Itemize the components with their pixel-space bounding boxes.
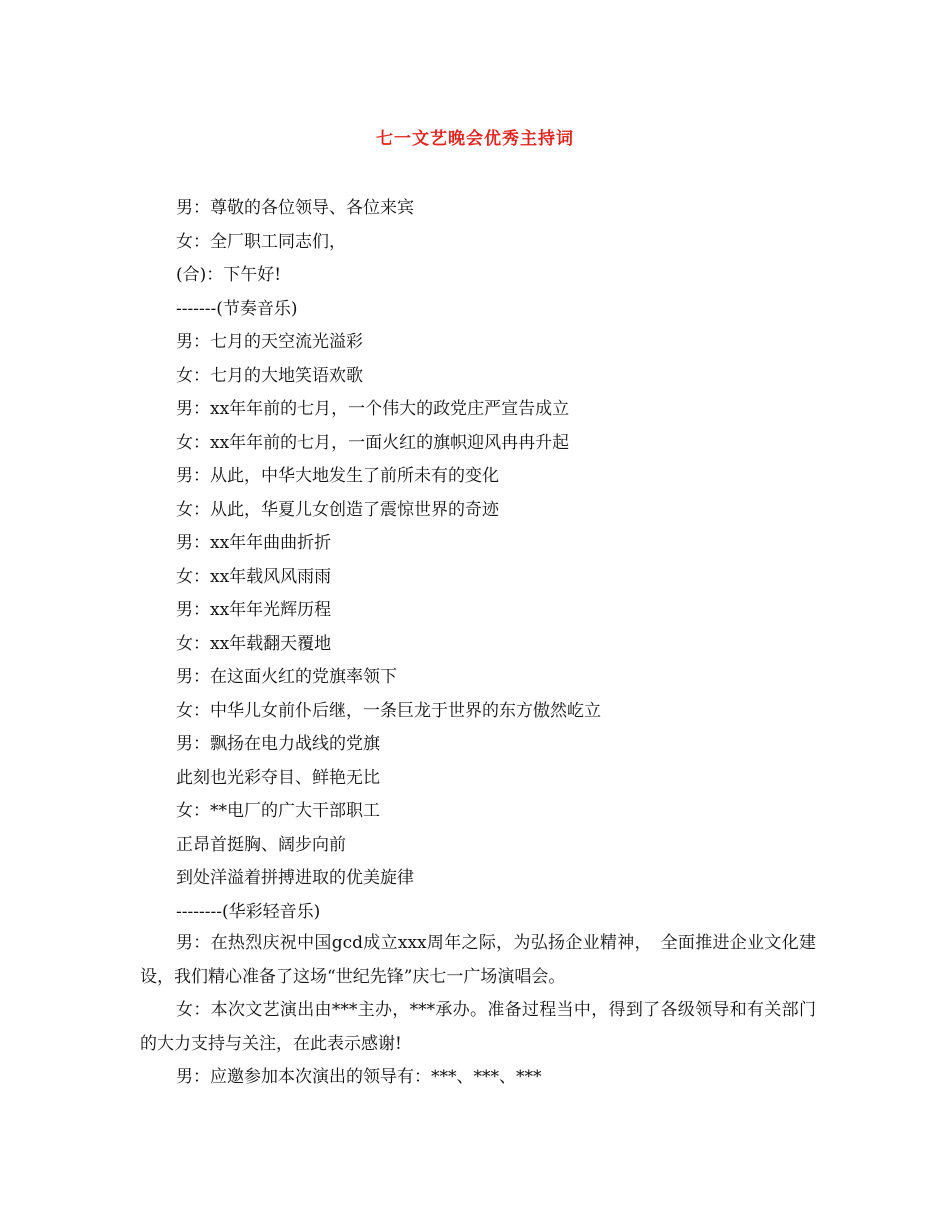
script-line: 女：xx年年前的七月，一面火红的旗帜迎风冉冉升起	[176, 432, 570, 453]
script-line: (合)：下午好!	[176, 265, 282, 285]
document-title: 七一文艺晚会优秀主持词	[376, 129, 574, 149]
script-line: 男：尊敬的各位领导、各位来宾	[176, 198, 414, 218]
script-line: 男：七月的天空流光溢彩	[176, 332, 363, 352]
script-line: 男：从此，中华大地发生了前所未有的变化	[176, 466, 499, 486]
script-line: 男：xx年年前的七月，一个伟大的政党庄严宣告成立	[176, 399, 570, 419]
script-line: 正昂首挺胸、阔步向前	[176, 834, 346, 855]
script-line: 女：全厂职工同志们，	[176, 231, 346, 252]
script-lines	[176, 192, 816, 929]
script-line: 女：xx年载风风雨雨	[176, 566, 332, 587]
script-line: 男：飘扬在电力战线的党旗	[176, 734, 380, 754]
script-line: 女：从此，华夏儿女创造了震惊世界的奇迹	[176, 499, 499, 520]
script-line: 此刻也光彩夺目、鲜艳无比	[176, 767, 380, 788]
script-line: 女：xx年载翻天覆地	[176, 633, 332, 654]
script-line: 女：中华儿女前仆后继，一条巨龙于世界的东方傲然屹立	[176, 700, 601, 721]
script-paragraphs	[140, 927, 816, 1095]
script-line: -------(节奏音乐)	[176, 298, 298, 319]
script-line: 到处洋溢着拼搏进取的优美旋律	[176, 868, 414, 888]
script-line: --------(华彩轻音乐)	[176, 901, 321, 922]
script-paragraph: 男：在热烈庆祝中国gcd成立xxx周年之际，为弘扬企业精神， 全面推进企业文化建设，我们精心准备了这场“世纪先锋”庆七一广场演唱会。	[140, 933, 816, 987]
script-paragraph: 男：应邀参加本次演出的领导有：***、***、***	[176, 1067, 542, 1087]
script-line: 女：**电厂的广大干部职工	[176, 801, 380, 821]
script-line: 男：在这面火红的党旗率领下	[176, 667, 397, 687]
script-paragraph: 女：本次文艺演出由***主办，***承办。准备过程当中，得到了各级领导和有关部门的大力支持与关注，在此表示感谢!	[140, 1000, 816, 1054]
script-line: 男：xx年年光辉历程	[176, 600, 332, 620]
script-line: 男：xx年年曲曲折折	[176, 533, 332, 553]
script-line: 女：七月的大地笑语欢歌	[176, 365, 363, 386]
